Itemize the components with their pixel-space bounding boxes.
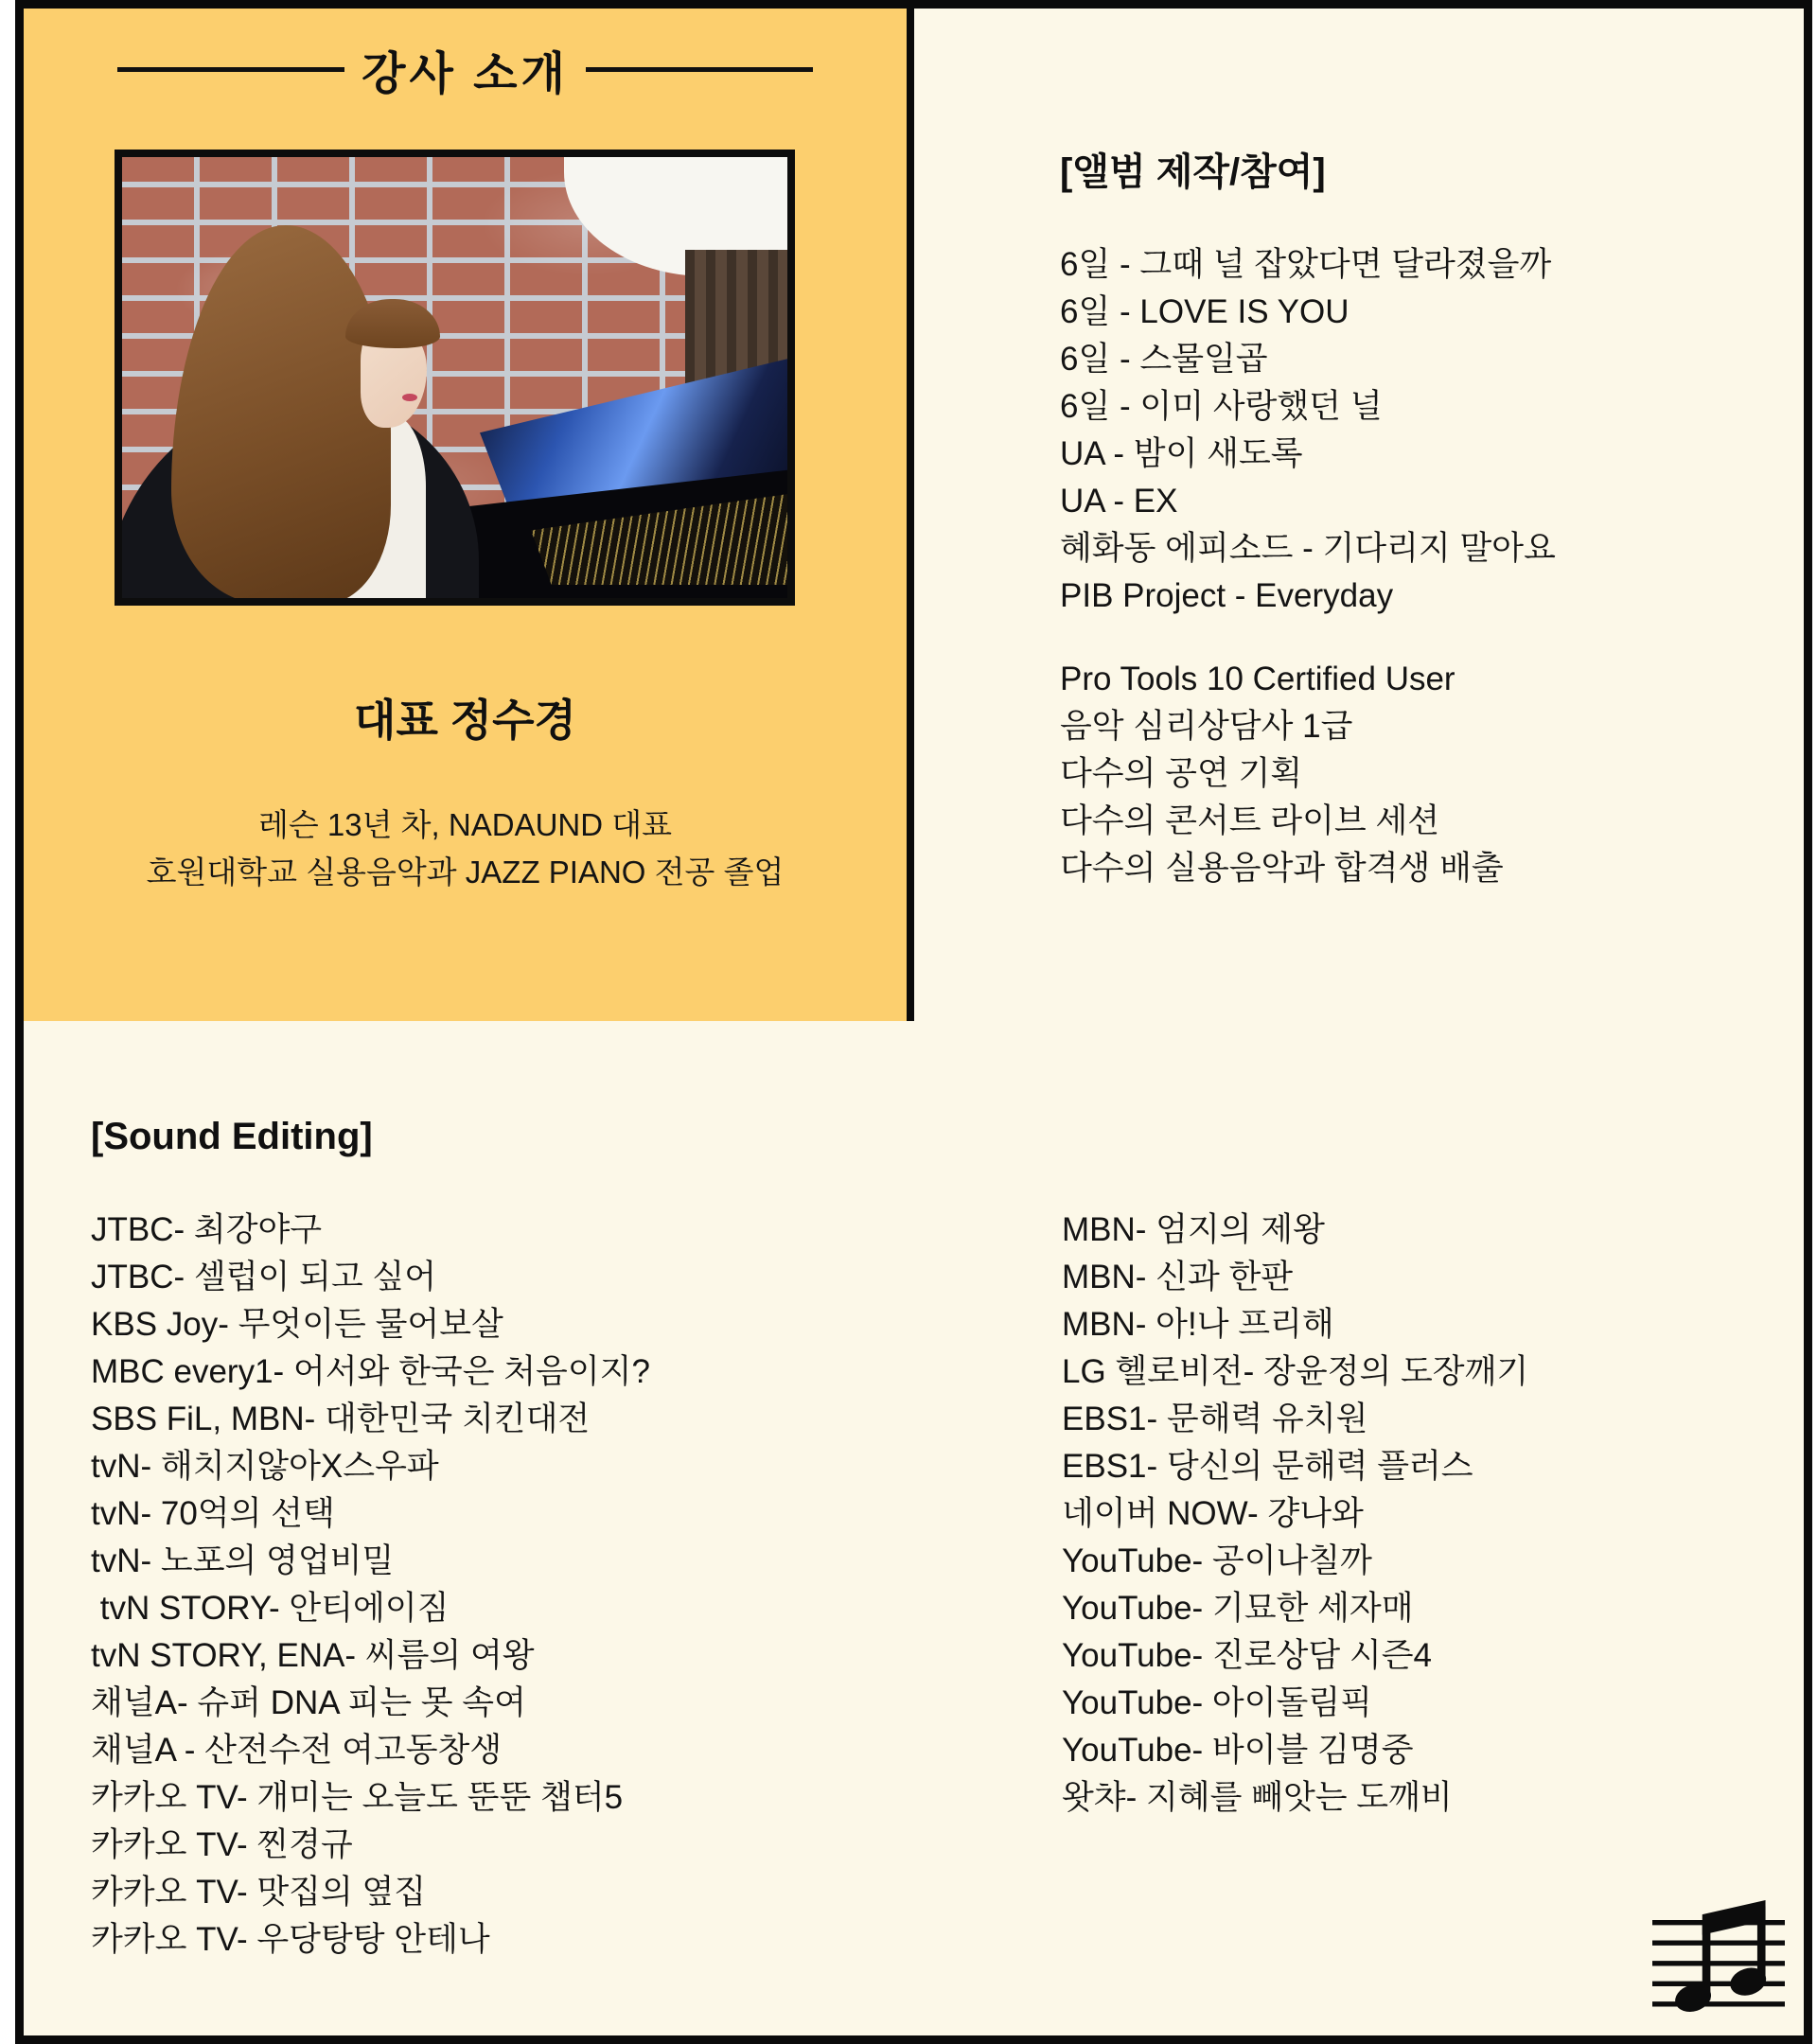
bio-line: 호원대학교 실용음악과 JAZZ PIANO 전공 졸업: [146, 855, 785, 890]
credit-item: 카카오 TV- 찐경규: [91, 1826, 353, 1863]
instructor-photo: [115, 150, 795, 606]
credit-item: 카카오 TV- 개미는 오늘도 뚠뚠 챕터5: [91, 1779, 624, 1816]
credentials-list: [1060, 656, 1504, 892]
album-work-item: 혜화동 에피소드 - 기다리지 말아요: [1060, 530, 1556, 567]
credit-item: YouTube- 아이돌림픽: [1062, 1684, 1372, 1721]
sound-editing-panel: [24, 1021, 1804, 2035]
album-panel: [914, 9, 1804, 1022]
album-work-item: 6일 - 스물일곱: [1060, 341, 1268, 378]
credit-item: JTBC- 최강야구: [91, 1211, 323, 1248]
credential-item: 다수의 실용음악과 합격생 배출: [1060, 850, 1504, 887]
credit-item: LG 헬로비전- 장윤정의 도장깨기: [1062, 1353, 1529, 1390]
album-work-item: 6일 - 그때 널 잡았다면 달라졌을까: [1060, 246, 1552, 283]
credit-item: YouTube- 진로상담 시즌4: [1062, 1637, 1432, 1674]
page-title: 강사 소개: [362, 49, 569, 99]
credential-item: Pro Tools 10 Certified User: [1060, 661, 1455, 697]
instructor-lips: [402, 394, 417, 401]
credit-item: EBS1- 당신의 문해력 플러스: [1062, 1448, 1473, 1485]
credential-item: 다수의 콘서트 라이브 세션: [1060, 802, 1440, 839]
credit-item: tvN STORY, ENA- 씨름의 여왕: [91, 1637, 535, 1674]
poster-frame: [15, 0, 1812, 2044]
album-work-item: UA - 밤이 새도록: [1060, 435, 1303, 472]
credit-item: MBN- 아!나 프리해: [1062, 1306, 1334, 1343]
instructor-name: 대표 정수경: [354, 696, 576, 745]
instructor-panel: [24, 9, 907, 1022]
section-title-row: [24, 37, 907, 102]
credit-item: tvN- 해치지않아X스우파: [91, 1448, 439, 1485]
credit-item: YouTube- 바이블 김명중: [1062, 1732, 1414, 1769]
sound-editing-heading: [Sound Editing]: [91, 1116, 373, 1157]
album-work-item: PIB Project - Everyday: [1060, 577, 1394, 614]
bio-line: 레슨 13년 차, NADAUND 대표: [258, 807, 672, 842]
credit-item: EBS1- 문해력 유치원: [1062, 1401, 1368, 1437]
credit-item: 왓챠- 지혜를 빼앗는 도깨비: [1062, 1779, 1453, 1816]
credential-item: 다수의 공연 기획: [1060, 755, 1303, 792]
album-heading: [앨범 제작/참여]: [1060, 151, 1326, 193]
album-work-item: 6일 - LOVE IS YOU: [1060, 293, 1350, 330]
credit-item: KBS Joy- 무엇이든 물어보살: [91, 1306, 503, 1343]
album-work-item: UA - EX: [1060, 483, 1178, 520]
credit-item: tvN- 70억의 선택: [91, 1495, 335, 1532]
credit-item: 채널A - 산전수전 여고동창생: [91, 1732, 503, 1769]
title-rule-right: [586, 67, 813, 72]
music-note-icon: [1652, 1892, 1785, 2015]
credit-item: 채널A- 슈퍼 DNA 피는 못 속여: [91, 1684, 526, 1721]
credit-item: MBN- 엄지의 제왕: [1062, 1211, 1325, 1248]
sound-editing-right-column: [1062, 1207, 1528, 1822]
credit-item: 카카오 TV- 맛집의 옆집: [91, 1874, 427, 1911]
credit-item: MBN- 신과 한판: [1062, 1259, 1294, 1295]
sound-editing-left-column: [91, 1207, 650, 1964]
credit-item: YouTube- 공이나칠까: [1062, 1542, 1372, 1579]
credential-item: 음악 심리상담사 1급: [1060, 708, 1353, 745]
album-work-item: 6일 - 이미 사랑했던 널: [1060, 388, 1383, 425]
credit-item: YouTube- 기묘한 세자매: [1062, 1590, 1414, 1627]
album-works-list: [1060, 241, 1556, 620]
credit-item: SBS FiL, MBN- 대한민국 치킨대전: [91, 1401, 591, 1437]
credit-item: MBC every1- 어서와 한국은 처음이지?: [91, 1353, 650, 1390]
title-rule-left: [117, 67, 344, 72]
credit-item: tvN- 노포의 영업비밀: [91, 1542, 395, 1579]
credit-item: 카카오 TV- 우당탕탕 안테나: [91, 1921, 490, 1958]
credit-item: 네이버 NOW- 걍나와: [1062, 1495, 1364, 1532]
credit-item: JTBC- 셀럽이 되고 싶어: [91, 1259, 436, 1295]
instructor-bio: [24, 802, 907, 896]
credit-item: tvN STORY- 안티에이짐: [91, 1590, 450, 1627]
